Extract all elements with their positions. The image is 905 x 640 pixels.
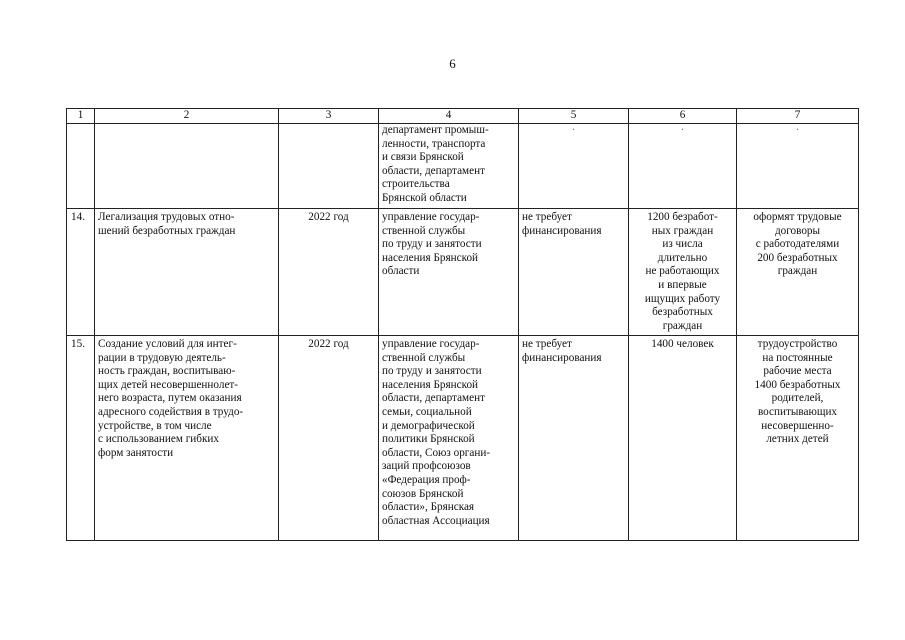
cell-text-line: населения Брянской xyxy=(382,378,479,391)
cell-text-line: безработных xyxy=(652,306,713,319)
header-col-3: 3 xyxy=(279,109,379,124)
cell-text-line: семьи, социальной xyxy=(382,405,472,418)
cell-text-line: с работодателями xyxy=(755,238,840,251)
cell-text-line: летних детей xyxy=(766,433,829,446)
cell-text-line: финансирования xyxy=(522,351,602,364)
cell-text-line: строительства xyxy=(382,178,450,191)
cell-text-line: области xyxy=(382,265,420,278)
table-row-15 xyxy=(67,336,859,541)
cell-text-line: 1400 безработных xyxy=(754,378,841,391)
cell-text-line: воспитывающих xyxy=(757,405,838,418)
cell-num: 14. xyxy=(67,209,95,336)
cell-text-line: «Федерация проф- xyxy=(382,473,471,486)
cell-text-line: устройстве, в том числе xyxy=(98,419,212,432)
cell-text-line: союзов Брянской xyxy=(382,487,464,500)
cell-text-line: ленности, транспорта xyxy=(382,137,486,150)
cell-text-line: финансирования xyxy=(522,224,602,237)
cell-activity xyxy=(95,336,279,541)
cell-indicator xyxy=(629,209,737,336)
cell-text-line: форм занятости xyxy=(98,446,174,459)
cell-text-line: не требует xyxy=(522,338,572,350)
plan-table xyxy=(66,108,859,541)
cell-text-line: по труду и занятости xyxy=(382,238,482,251)
cell-text-line: трудоустройство xyxy=(757,338,838,350)
cell-text-line: управление государ- xyxy=(382,211,480,223)
page-number: 6 xyxy=(449,56,456,71)
cell-text-line: оформят трудовые xyxy=(753,211,842,223)
cell-result xyxy=(737,209,859,336)
cell-text-line: рабочие места xyxy=(763,365,832,378)
header-col-7: 7 xyxy=(737,109,859,124)
cell-text-line: и демографической xyxy=(382,419,475,432)
cell-date xyxy=(279,124,379,209)
cell-text-line: области, департамент xyxy=(382,164,485,177)
cell-indicator: · xyxy=(629,124,737,209)
cell-text-line: граждан xyxy=(662,319,703,332)
header-col-1: 1 xyxy=(67,109,95,124)
cell-executor xyxy=(379,209,519,336)
cell-text-line: ных граждан xyxy=(651,224,714,237)
cell-date: 2022 год xyxy=(279,209,379,336)
cell-activity xyxy=(95,209,279,336)
header-col-6: 6 xyxy=(629,109,737,124)
cell-text-line: ственной службы xyxy=(382,351,466,364)
header-col-2: 2 xyxy=(95,109,279,124)
cell-text-line: по труду и занятости xyxy=(382,365,482,378)
cell-text-line: управление государ- xyxy=(382,338,480,350)
cell-text-line: рации в трудовую деятель- xyxy=(98,351,226,364)
cell-date: 2022 год xyxy=(279,336,379,541)
header-col-4: 4 xyxy=(379,109,519,124)
cell-num: 15. xyxy=(67,336,95,541)
table-row-continuation xyxy=(67,124,859,209)
cell-text-line: несовершенно- xyxy=(761,419,834,432)
cell-result: · xyxy=(737,124,859,209)
cell-text-line: длительно xyxy=(657,251,708,264)
cell-result xyxy=(737,336,859,541)
cell-text-line: ность граждан, воспитываю- xyxy=(98,365,236,378)
cell-activity xyxy=(95,124,279,209)
cell-financing xyxy=(519,209,629,336)
cell-text-line: 200 безработных xyxy=(757,251,838,264)
header-col-5: 5 xyxy=(519,109,629,124)
cell-text-line: договоры xyxy=(774,224,821,237)
cell-text-line: и впервые xyxy=(658,278,707,291)
cell-text-line: и связи Брянской xyxy=(382,151,464,164)
cell-text-line: на постоянные xyxy=(762,351,833,364)
cell-text-line: него возраста, путем оказания xyxy=(98,392,242,405)
cell-text-line: адресного содействия в трудо- xyxy=(98,405,244,418)
cell-text-line: 1200 безработ- xyxy=(647,211,718,223)
cell-text-line: области, департамент xyxy=(382,392,485,405)
cell-text-line: ственной службы xyxy=(382,224,466,237)
cell-executor xyxy=(379,336,519,541)
cell-text-line: ищущих работу xyxy=(644,292,721,305)
cell-text-line: департамент промыш- xyxy=(382,124,489,136)
cell-financing xyxy=(519,336,629,541)
cell-text-line: родителей, xyxy=(771,392,824,405)
cell-text-line: граждан xyxy=(777,265,818,278)
cell-indicator xyxy=(629,336,737,541)
cell-text-line: области, Союз органи- xyxy=(382,446,491,459)
cell-text-line: области», Брянская xyxy=(382,501,475,514)
cell-text-line: населения Брянской xyxy=(382,251,479,264)
cell-text-line: с использованием гибких xyxy=(98,433,219,446)
cell-text-line: из числа xyxy=(662,238,703,251)
table-row-14 xyxy=(67,209,859,336)
cell-text-line: щих детей несовершеннолет- xyxy=(98,378,239,391)
cell-text-line: шений безработных граждан xyxy=(98,224,236,237)
cell-text-line: не работающих xyxy=(645,265,720,278)
cell-text-line: Легализация трудовых отно- xyxy=(98,211,235,223)
cell-text-line: не требует xyxy=(522,211,572,223)
cell-executor xyxy=(379,124,519,209)
cell-text-line: заций профсоюзов xyxy=(382,460,471,473)
table-header-row xyxy=(67,109,859,124)
cell-text-line: Брянской области xyxy=(382,191,467,204)
cell-num xyxy=(67,124,95,209)
cell-text-line: политики Брянской xyxy=(382,433,475,446)
cell-financing: · xyxy=(519,124,629,209)
cell-text-line: Создание условий для интег- xyxy=(98,338,237,350)
cell-text-line: областная Ассоциация xyxy=(382,514,490,527)
cell-text-line: 1400 человек xyxy=(651,338,714,350)
